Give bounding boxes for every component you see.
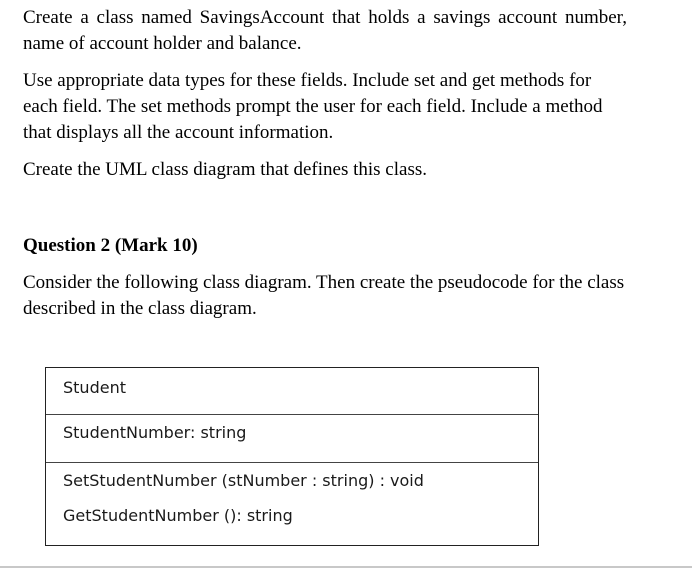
uml-operations-section <box>46 462 538 545</box>
class-diagram-instruction: Consider the following class diagram. Then create the pseudocode for the class described in the class diagram. <box>23 272 625 319</box>
savings-account-instruction: Create a class named SavingsAccount that holds a savings account number, name of account holder and balance. <box>23 7 627 54</box>
uml-class-name: Student <box>63 378 126 397</box>
data-types-instruction: Use appropriate data types for these fields. Include set and get methods for each field. The set methods prompt the user for each field. Include a method that displays all the account information. <box>23 70 603 143</box>
uml-class-diagram <box>45 367 539 546</box>
uml-operation-get: GetStudentNumber (): string <box>63 506 293 525</box>
uml-class-name-section <box>46 368 538 415</box>
uml-attribute: StudentNumber: string <box>63 423 247 442</box>
question-2-heading: Question 2 (Mark 10) <box>23 235 198 256</box>
uml-instruction: Create the UML class diagram that defines this class. <box>23 159 427 180</box>
uml-operation-set: SetStudentNumber (stNumber : string) : void <box>63 471 424 490</box>
uml-attributes-section <box>46 414 538 463</box>
